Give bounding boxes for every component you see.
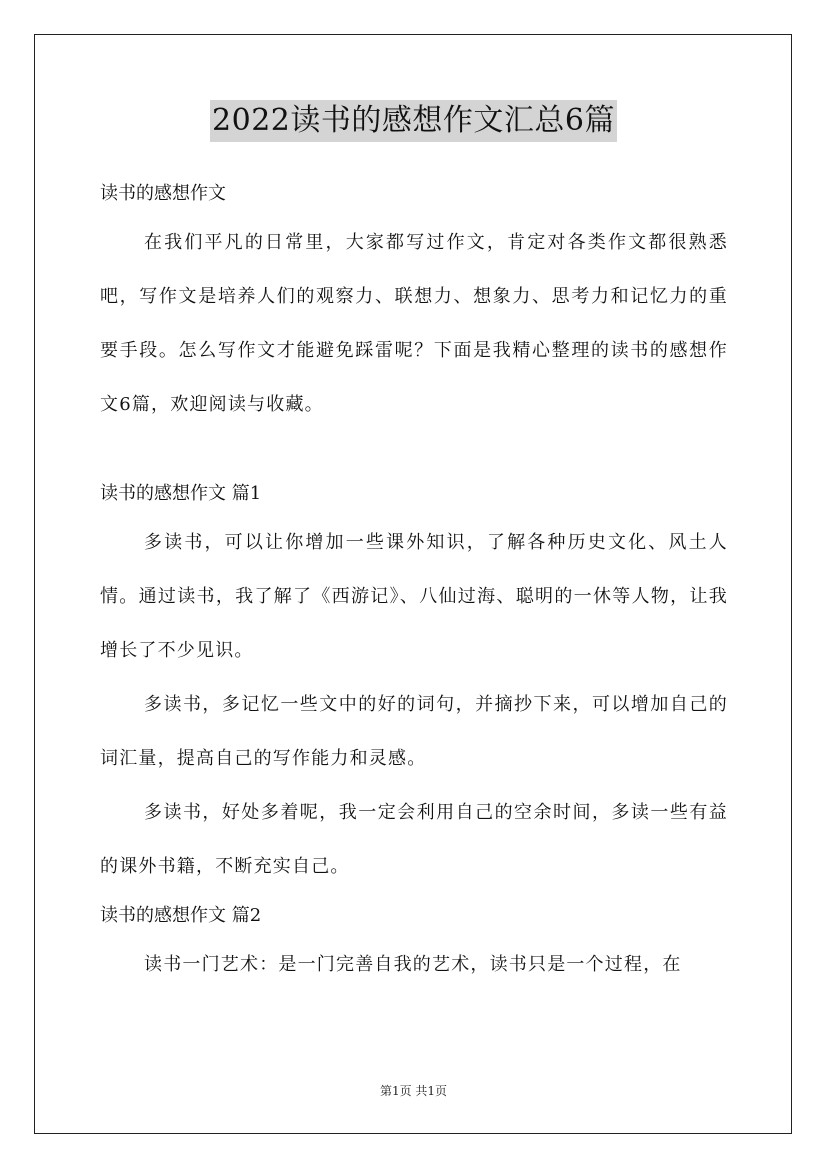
section1-paragraph-3: 多读书，好处多着呢，我一定会利用自己的空余时间，多读一些有益的课外书籍，不断充实自己。 [100, 802, 728, 877]
section-spacer [100, 432, 728, 472]
document-body [100, 172, 728, 992]
section1-paragraph-2: 多读书，多记忆一些文中的好的词句，并摘抄下来，可以增加自己的词汇量，提高自己的写作能力和灵感。 [100, 694, 728, 769]
section-heading-1: 读书的感想作文 篇1 [100, 483, 262, 504]
intro-paragraph: 在我们平凡的日常里，大家都写过作文，肯定对各类作文都很熟悉吧，写作文是培养人们的观察力、联想力、想象力、思考力和记忆力的重要手段。怎么写作文才能避免踩雷呢？下面是我精心整理的读书的感想作文6篇，欢迎阅读与收藏。 [100, 232, 728, 415]
section2-paragraph-1: 读书一门艺术：是一门完善自我的艺术，读书只是一个过程，在 [144, 954, 682, 975]
title-container [0, 100, 827, 142]
document-title: 2022读书的感想作文汇总6篇 [210, 100, 617, 142]
section1-paragraph-1: 多读书，可以让你增加一些课外知识，了解各种历史文化、风土人情。通过读书，我了解了《西游记》、八仙过海、聪明的一休等人物，让我增长了不少见识。 [100, 532, 728, 661]
section-heading-2: 读书的感想作文 篇2 [100, 905, 262, 926]
page-footer: 第1页 共1页 [379, 1084, 448, 1098]
intro-heading: 读书的感想作文 [100, 183, 226, 204]
